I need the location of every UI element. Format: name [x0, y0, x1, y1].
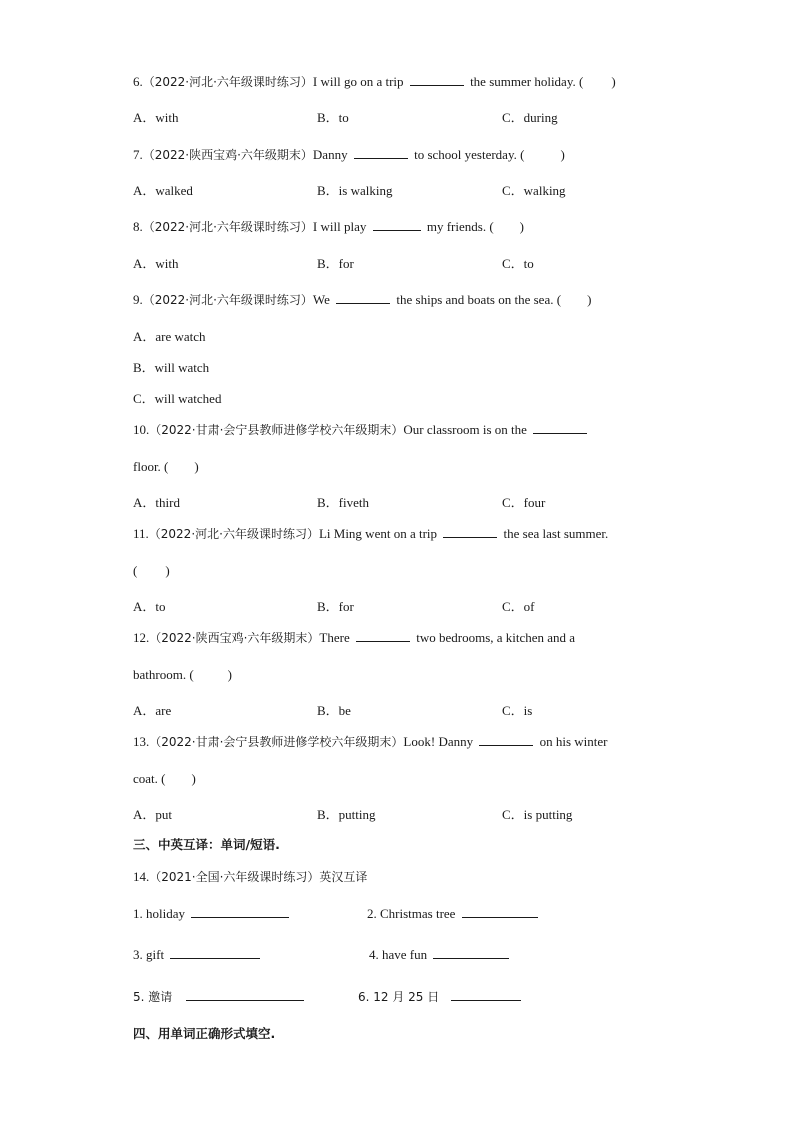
option-letter: B．	[317, 183, 339, 198]
option-text: putting	[338, 807, 376, 822]
close-paren: )	[587, 292, 592, 307]
close-paren: )	[611, 74, 616, 89]
option-text: are	[155, 703, 172, 718]
question-number: 12.	[133, 630, 150, 645]
answer-blank[interactable]	[451, 988, 521, 1001]
question-14-stem	[133, 868, 367, 886]
item-label: 2. Christmas tree	[367, 906, 456, 921]
question-13-stem-cont	[133, 770, 196, 788]
question-8-option-a[interactable]	[133, 255, 179, 273]
question-text-before: We	[312, 292, 330, 307]
section-4-heading: 四、用单词正确形式填空.	[133, 1026, 276, 1041]
option-letter: B．	[317, 495, 339, 510]
option-letter: A．	[133, 599, 156, 614]
option-letter: C．	[502, 599, 524, 614]
close-paren: )	[560, 147, 565, 162]
option-letter: B．	[317, 256, 339, 271]
option-text: will watched	[154, 391, 222, 406]
option-letter: C．	[502, 183, 524, 198]
question-13-option-a[interactable]	[133, 806, 172, 824]
question-11-stem-cont	[133, 562, 170, 580]
translation-item-2	[367, 905, 541, 923]
question-7-stem	[133, 146, 565, 164]
item-label: 5. 邀请	[133, 990, 173, 1004]
option-text: for	[338, 599, 354, 614]
question-source: （2022·河北·六年级课时练习）	[142, 220, 313, 234]
question-9-option-a[interactable]	[133, 328, 206, 346]
question-text-after: my friends. (	[426, 219, 494, 234]
question-number: 8.	[133, 219, 143, 234]
question-13-stem	[133, 733, 608, 751]
question-11-option-a[interactable]	[133, 598, 166, 616]
question-text-before: Danny	[312, 147, 348, 162]
option-letter: B．	[133, 360, 155, 375]
option-text: walked	[155, 183, 193, 198]
close-paren: )	[519, 219, 524, 234]
translation-item-6	[358, 988, 524, 1006]
question-8-option-b[interactable]	[317, 255, 354, 273]
question-7-option-a[interactable]	[133, 182, 193, 200]
question-11-option-c[interactable]	[502, 598, 535, 616]
question-text-cont: coat. (	[133, 771, 166, 786]
answer-blank[interactable]	[443, 525, 497, 538]
question-text-before: Our classroom is on the	[403, 422, 527, 437]
question-6-option-b[interactable]	[317, 109, 349, 127]
question-source: （2022·河北·六年级课时练习）	[142, 293, 313, 307]
option-text: of	[523, 599, 535, 614]
question-9-option-c[interactable]	[133, 390, 221, 408]
question-number: 7.	[133, 147, 143, 162]
question-13-option-c[interactable]	[502, 806, 572, 824]
option-text: put	[155, 807, 173, 822]
answer-blank[interactable]	[479, 733, 533, 746]
option-text: is putting	[523, 807, 573, 822]
question-text-after: the sea last summer.	[503, 526, 609, 541]
question-9-option-b[interactable]	[133, 359, 209, 377]
question-10-option-b[interactable]	[317, 494, 369, 512]
answer-blank[interactable]	[410, 73, 464, 86]
question-number: 10.	[133, 422, 150, 437]
option-letter: C．	[502, 495, 524, 510]
question-text-cont: bathroom. (	[133, 667, 194, 682]
question-text-after: the summer holiday. (	[470, 74, 584, 89]
option-letter: B．	[317, 110, 339, 125]
question-13-option-b[interactable]	[317, 806, 376, 824]
option-text: are watch	[155, 329, 206, 344]
question-source: （2022·河北·六年级课时练习）	[148, 527, 319, 541]
option-letter: B．	[317, 599, 339, 614]
item-label: 1. holiday	[133, 906, 185, 921]
question-text-before: I will go on a trip	[312, 74, 404, 89]
answer-blank[interactable]	[356, 629, 410, 642]
answer-blank[interactable]	[170, 946, 260, 959]
translation-item-5	[133, 988, 307, 1006]
question-9-stem	[133, 291, 591, 309]
option-letter: C．	[133, 391, 155, 406]
option-letter: A．	[133, 807, 156, 822]
option-text: walking	[523, 183, 566, 198]
question-number: 11.	[133, 526, 149, 541]
question-source: （2022·河北·六年级课时练习）	[142, 75, 313, 89]
question-6-stem	[133, 73, 616, 91]
item-label: 6. 12 月 25 日	[358, 990, 440, 1004]
answer-blank[interactable]	[191, 905, 289, 918]
option-letter: A．	[133, 256, 156, 271]
question-10-stem-cont	[133, 458, 199, 476]
question-text-after: to school yesterday. (	[414, 147, 525, 162]
section-3-heading: 三、中英互译：单词/短语.	[133, 837, 280, 852]
question-instruction: 英汉互译	[319, 870, 368, 884]
question-7-option-b[interactable]	[317, 182, 392, 200]
question-text-cont: floor. (	[133, 459, 169, 474]
question-text-before: There	[319, 630, 350, 645]
answer-blank[interactable]	[186, 988, 304, 1001]
option-text: to	[155, 599, 166, 614]
question-text-cont: (	[133, 563, 138, 578]
question-7-option-c[interactable]	[502, 182, 566, 200]
option-letter: B．	[317, 703, 339, 718]
answer-blank[interactable]	[533, 421, 587, 434]
item-label: 3. gift	[133, 947, 165, 962]
option-text: for	[338, 256, 354, 271]
question-11-option-b[interactable]	[317, 598, 354, 616]
option-text: is	[523, 703, 533, 718]
option-letter: B．	[317, 807, 339, 822]
question-8-stem	[133, 218, 524, 236]
question-text-after: two bedrooms, a kitchen and a	[416, 630, 576, 645]
option-text: third	[155, 495, 180, 510]
close-paren: )	[194, 459, 199, 474]
question-source: （2021·全国·六年级课时练习）	[149, 870, 320, 884]
answer-blank[interactable]	[354, 146, 408, 159]
question-12-option-b[interactable]	[317, 702, 351, 720]
translation-item-3	[133, 946, 263, 964]
option-text: with	[155, 256, 179, 271]
option-text: with	[155, 110, 179, 125]
option-text: is walking	[338, 183, 393, 198]
question-6-option-c[interactable]	[502, 109, 558, 127]
question-10-option-a[interactable]	[133, 494, 180, 512]
option-letter: C．	[502, 256, 524, 271]
option-letter: A．	[133, 329, 156, 344]
question-text-after: on his winter	[539, 734, 608, 749]
translation-item-1	[133, 905, 292, 923]
answer-blank[interactable]	[462, 905, 538, 918]
question-text-before: Li Ming went on a trip	[318, 526, 438, 541]
question-text-before: Look! Danny	[403, 734, 474, 749]
option-text: will watch	[154, 360, 210, 375]
question-6-option-a[interactable]	[133, 109, 179, 127]
question-11-stem	[133, 525, 608, 543]
option-text: four	[523, 495, 546, 510]
option-letter: A．	[133, 183, 156, 198]
close-paren: )	[191, 771, 196, 786]
question-12-option-c[interactable]	[502, 702, 532, 720]
answer-blank[interactable]	[373, 218, 421, 231]
option-letter: A．	[133, 495, 156, 510]
question-text-before: I will play	[312, 219, 367, 234]
question-source: （2022·甘肃·会宁县教师进修学校六年级期末）	[149, 735, 404, 749]
option-text: during	[523, 110, 558, 125]
question-source: （2022·陕西宝鸡·六年级期末）	[149, 631, 320, 645]
question-12-stem	[133, 629, 575, 647]
option-letter: A．	[133, 110, 156, 125]
option-letter: A．	[133, 703, 156, 718]
option-text: fiveth	[338, 495, 369, 510]
question-source: （2022·陕西宝鸡·六年级期末）	[142, 148, 313, 162]
item-label: 4. have fun	[369, 947, 428, 962]
translation-item-4	[369, 946, 512, 964]
question-number: 13.	[133, 734, 150, 749]
option-text: be	[338, 703, 351, 718]
close-paren: )	[165, 563, 170, 578]
question-number: 14.	[133, 869, 150, 884]
close-paren: )	[227, 667, 232, 682]
question-12-stem-cont	[133, 666, 232, 684]
option-letter: C．	[502, 110, 524, 125]
option-letter: C．	[502, 703, 524, 718]
question-8-option-c[interactable]	[502, 255, 534, 273]
option-text: to	[523, 256, 534, 271]
question-10-stem	[133, 421, 590, 439]
question-12-option-a[interactable]	[133, 702, 171, 720]
question-text-after: the ships and boats on the sea. (	[396, 292, 562, 307]
answer-blank[interactable]	[336, 291, 390, 304]
question-source: （2022·甘肃·会宁县教师进修学校六年级期末）	[149, 423, 404, 437]
answer-blank[interactable]	[433, 946, 509, 959]
question-number: 9.	[133, 292, 143, 307]
question-10-option-c[interactable]	[502, 494, 545, 512]
option-text: to	[338, 110, 349, 125]
question-number: 6.	[133, 74, 143, 89]
option-letter: C．	[502, 807, 524, 822]
